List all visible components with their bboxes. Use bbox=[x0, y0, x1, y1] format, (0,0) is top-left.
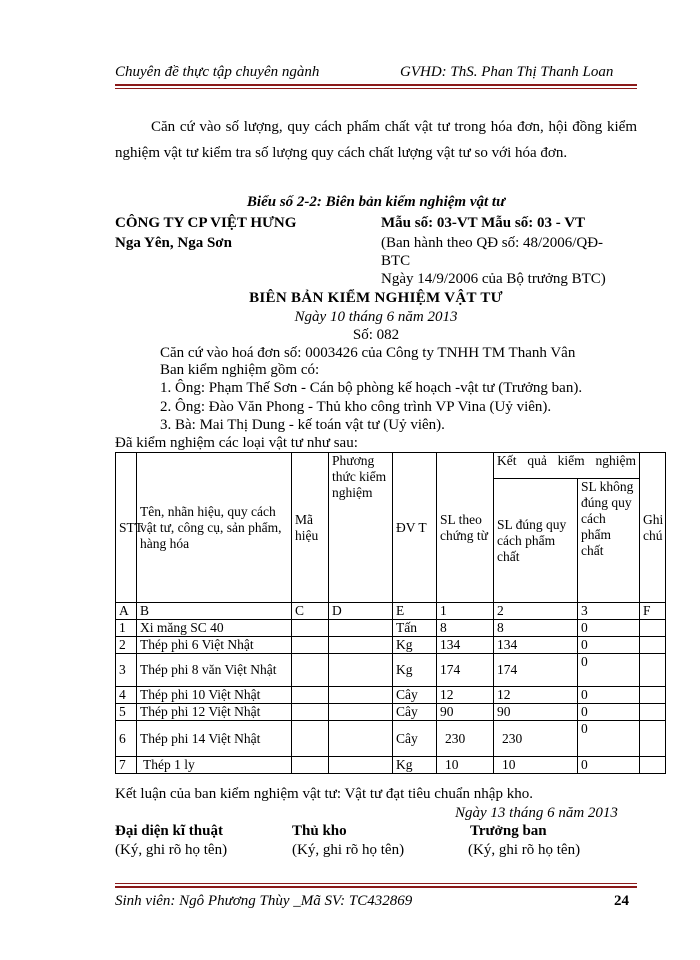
inspection-table bbox=[115, 452, 666, 774]
sign-role-technical: Đại diện kĩ thuật bbox=[115, 823, 223, 839]
cell-method bbox=[329, 704, 393, 721]
th-unit: ĐV T bbox=[393, 453, 437, 603]
cell-code bbox=[292, 721, 329, 757]
cell-note bbox=[640, 757, 666, 774]
letter-cell: A bbox=[116, 603, 137, 620]
cell-note bbox=[640, 704, 666, 721]
cell-method bbox=[329, 687, 393, 704]
table-row bbox=[116, 704, 666, 721]
cell-code bbox=[292, 620, 329, 637]
cell-name: Thép 1 ly bbox=[137, 757, 292, 774]
th-ok: SL đúng quy cách phẩm chất bbox=[494, 479, 578, 603]
letter-cell: 3 bbox=[578, 603, 640, 620]
cell-method bbox=[329, 620, 393, 637]
cell-not-ok: 0 bbox=[578, 654, 640, 687]
cell-not-ok: 0 bbox=[578, 704, 640, 721]
footer-student: Sinh viên: Ngô Phương Thùy _Mã SV: TC432869 bbox=[115, 893, 413, 909]
th-stt: STT bbox=[116, 453, 137, 603]
letter-cell: D bbox=[329, 603, 393, 620]
company-address: Nga Yên, Nga Sơn bbox=[115, 235, 232, 251]
cell-unit: Kg bbox=[393, 637, 437, 654]
cell-note bbox=[640, 637, 666, 654]
cell-stt: 6 bbox=[116, 721, 137, 757]
footer-rule-thin bbox=[115, 883, 637, 884]
member-2: 2. Ông: Đào Văn Phong - Thủ kho công trình VP Vina (Uỷ viên). bbox=[160, 399, 552, 415]
sign-hint-head: (Ký, ghi rõ họ tên) bbox=[468, 842, 581, 858]
doc-basis: Căn cứ vào hoá đơn số: 0003426 của Công ty TNHH TM Thanh Vân bbox=[160, 345, 576, 361]
table-row bbox=[116, 687, 666, 704]
cell-unit: Cây bbox=[393, 704, 437, 721]
letter-cell: B bbox=[137, 603, 292, 620]
sign-date: Ngày 13 tháng 6 năm 2013 bbox=[455, 805, 618, 821]
cell-note bbox=[640, 654, 666, 687]
cell-ok: 12 bbox=[494, 687, 578, 704]
cell-name: Thép phi 12 Việt Nhật bbox=[137, 704, 292, 721]
company-name: CÔNG TY CP VIỆT HƯNG bbox=[115, 215, 297, 231]
cell-doc-qty: 12 bbox=[437, 687, 494, 704]
member-3: 3. Bà: Mai Thị Dung - kế toán vật tư (Uỷ viên). bbox=[160, 417, 445, 433]
page-number: 24 bbox=[614, 893, 629, 909]
form-code: Mẫu số: 03-VT Mẫu số: 03 - VT bbox=[381, 215, 586, 231]
table-row bbox=[116, 721, 666, 757]
form-issued-1: (Ban hành theo QĐ số: 48/2006/QĐ- bbox=[381, 235, 604, 251]
cell-not-ok: 0 bbox=[578, 637, 640, 654]
table-row bbox=[116, 654, 666, 687]
cell-not-ok: 0 bbox=[578, 721, 640, 757]
cell-unit: Kg bbox=[393, 757, 437, 774]
sign-hint-technical: (Ký, ghi rõ họ tên) bbox=[115, 842, 228, 858]
cell-code bbox=[292, 704, 329, 721]
letter-cell: F bbox=[640, 603, 666, 620]
cell-not-ok: 0 bbox=[578, 757, 640, 774]
cell-code bbox=[292, 637, 329, 654]
letter-cell: C bbox=[292, 603, 329, 620]
cell-note bbox=[640, 620, 666, 637]
letter-cell: 1 bbox=[437, 603, 494, 620]
cell-doc-qty: 174 bbox=[437, 654, 494, 687]
cell-code bbox=[292, 757, 329, 774]
th-note: Ghi chú bbox=[640, 453, 666, 603]
cell-not-ok: 0 bbox=[578, 620, 640, 637]
cell-ok: 230 bbox=[494, 721, 578, 757]
letter-cell: 2 bbox=[494, 603, 578, 620]
th-name: Tên, nhãn hiệu, quy cách vật tư, công cụ, sản phẩm, hàng hóa bbox=[137, 453, 292, 603]
cell-code bbox=[292, 654, 329, 687]
sign-role-head: Trưởng ban bbox=[470, 823, 547, 839]
cell-name: Thép phi 14 Việt Nhật bbox=[137, 721, 292, 757]
cell-note bbox=[640, 721, 666, 757]
header-rule bbox=[115, 84, 637, 86]
doc-number: Số: 082 bbox=[352, 327, 400, 343]
cell-doc-qty: 8 bbox=[437, 620, 494, 637]
table-row bbox=[116, 620, 666, 637]
cell-name: Thép phi 6 Việt Nhật bbox=[137, 637, 292, 654]
conclusion: Kết luận của ban kiểm nghiệm vật tư: Vật tư đạt tiêu chuẩn nhập kho. bbox=[115, 786, 533, 802]
table-row bbox=[116, 637, 666, 654]
th-not-ok: SL không đúng quy cách phẩm chất bbox=[578, 479, 640, 603]
cell-doc-qty: 230 bbox=[437, 721, 494, 757]
sign-role-storekeeper: Thủ kho bbox=[292, 823, 347, 839]
footer-rule bbox=[115, 886, 637, 888]
cell-unit: Kg bbox=[393, 654, 437, 687]
intro-paragraph: Căn cứ vào số lượng, quy cách phẩm chất vật tư trong hóa đơn, hội đồng kiểm nghiệm vật tư kiểm tra số lượng quy cách chất lượng vật tư so với hóa đơn. bbox=[115, 119, 637, 161]
letter-cell: E bbox=[393, 603, 437, 620]
th-method: Phương thức kiểm nghiệm bbox=[329, 453, 393, 603]
cell-note bbox=[640, 687, 666, 704]
header-rule-thin bbox=[115, 88, 637, 89]
cell-ok: 8 bbox=[494, 620, 578, 637]
cell-method bbox=[329, 721, 393, 757]
cell-not-ok: 0 bbox=[578, 687, 640, 704]
cell-name: Thép phi 8 văn Việt Nhật bbox=[137, 654, 292, 687]
table-row bbox=[116, 757, 666, 774]
cell-doc-qty: 90 bbox=[437, 704, 494, 721]
cell-stt: 1 bbox=[116, 620, 137, 637]
doc-title: BIÊN BẢN KIỂM NGHIỆM VẬT TƯ bbox=[249, 290, 503, 306]
th-doc-qty: SL theo chứng từ bbox=[437, 453, 494, 603]
board-intro: Ban kiểm nghiệm gồm có: bbox=[160, 362, 320, 378]
inspected-intro: Đã kiểm nghiệm các loại vật tư như sau: bbox=[115, 435, 358, 451]
cell-stt: 7 bbox=[116, 757, 137, 774]
cell-method bbox=[329, 654, 393, 687]
caption: Biểu số 2-2: Biên bản kiểm nghiệm vật tư bbox=[246, 194, 506, 210]
th-code: Mã hiệu bbox=[292, 453, 329, 603]
cell-stt: 4 bbox=[116, 687, 137, 704]
form-issued-3: Ngày 14/9/2006 của Bộ trưởng BTC) bbox=[381, 271, 606, 287]
member-1: 1. Ông: Phạm Thế Sơn - Cán bộ phòng kế hoạch -vật tư (Trưởng ban). bbox=[160, 380, 583, 396]
cell-method bbox=[329, 637, 393, 654]
cell-name: Thép phi 10 Việt Nhật bbox=[137, 687, 292, 704]
sign-hint-storekeeper: (Ký, ghi rõ họ tên) bbox=[292, 842, 405, 858]
th-result: Kết quả kiểm nghiệm bbox=[494, 453, 640, 479]
doc-date: Ngày 10 tháng 6 năm 2013 bbox=[294, 309, 458, 325]
cell-ok: 134 bbox=[494, 637, 578, 654]
letter-row bbox=[116, 603, 666, 620]
cell-stt: 3 bbox=[116, 654, 137, 687]
cell-doc-qty: 134 bbox=[437, 637, 494, 654]
cell-name: Xi măng SC 40 bbox=[137, 620, 292, 637]
cell-ok: 10 bbox=[494, 757, 578, 774]
header-right: GVHD: ThS. Phan Thị Thanh Loan bbox=[400, 64, 614, 80]
cell-unit: Cây bbox=[393, 721, 437, 757]
cell-unit: Cây bbox=[393, 687, 437, 704]
header-left: Chuyên đề thực tập chuyên ngành bbox=[115, 64, 320, 80]
cell-unit: Tấn bbox=[393, 620, 437, 637]
cell-code bbox=[292, 687, 329, 704]
cell-method bbox=[329, 757, 393, 774]
cell-ok: 174 bbox=[494, 654, 578, 687]
cell-ok: 90 bbox=[494, 704, 578, 721]
cell-stt: 5 bbox=[116, 704, 137, 721]
cell-doc-qty: 10 bbox=[437, 757, 494, 774]
cell-stt: 2 bbox=[116, 637, 137, 654]
form-issued-2: BTC bbox=[381, 253, 411, 269]
